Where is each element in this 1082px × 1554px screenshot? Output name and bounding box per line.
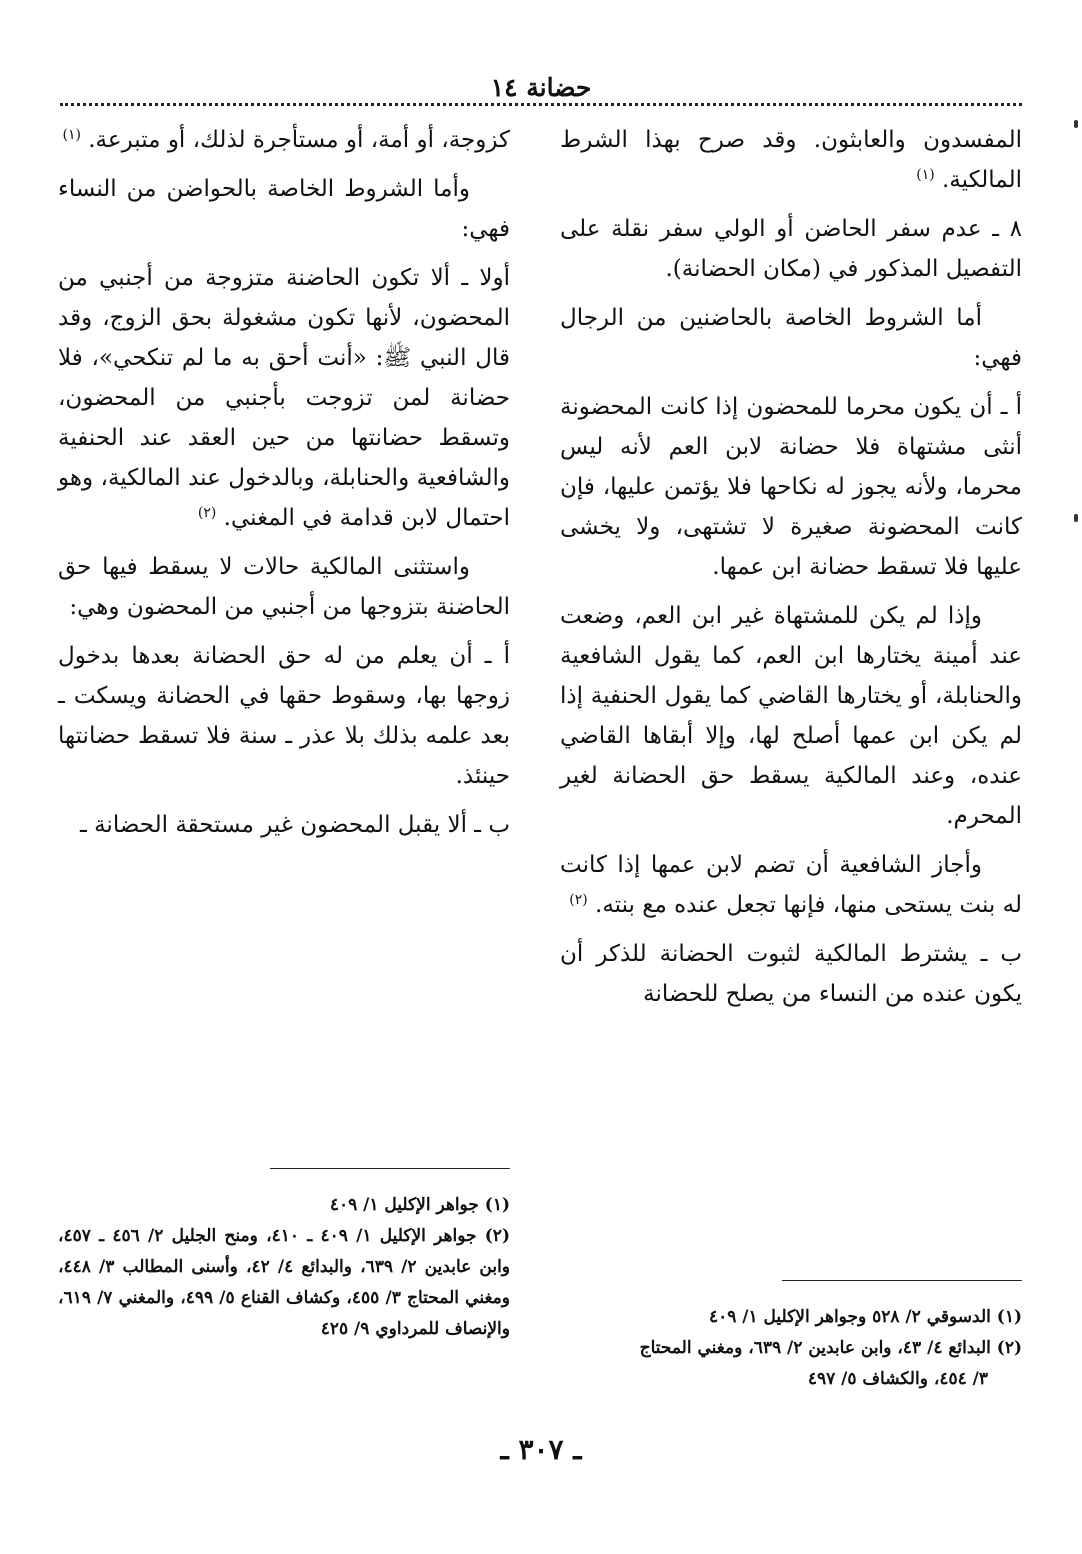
- page-header: حضانة ١٤: [490, 73, 592, 102]
- footnote-ref: (١): [62, 127, 81, 143]
- paragraph: أ ـ أن يعلم من له حق الحضانة بعدها بدخول زوجها بها، وسقوط حقها في الحضانة ويسكت ـ بعد علمه بذلك بلا عذر ـ سنة فلا تسقط حضانتها حينئذ.: [58, 643, 510, 789]
- footnotes-left: [58, 1190, 510, 1345]
- scan-mark: [1074, 514, 1078, 522]
- paragraph: ٨ ـ عدم سفر الحاضن أو الولي سفر نقلة على التفصيل المذكور في (مكان الحضانة).: [560, 216, 1022, 282]
- paragraph-text: وأجاز الشافعية أن تضم لابن عمها إذا كانت له بنت يستحى منها، فإنها تجعل عنده مع بنته.: [560, 852, 1022, 918]
- paragraph-text: المفسدون والعابثون. وقد صرح بهذا الشرط المالكية.: [560, 127, 1022, 193]
- page-number: ـ ٣٠٧ ـ: [500, 1433, 582, 1466]
- paragraph: ب ـ يشترط المالكية لثبوت الحضانة للذكر أن يكون عنده من النساء من يصلح للحضانة: [560, 941, 1022, 1007]
- paragraph: [58, 120, 510, 160]
- footnote-ref: (٢): [197, 505, 217, 521]
- paragraph-text: كزوجة، أو أمة، أو مستأجرة لذلك، أو متبرعة.: [88, 127, 510, 153]
- scan-mark: [1074, 120, 1078, 128]
- header-dotted-rule: [60, 103, 1022, 106]
- paragraph: أما الشروط الخاصة بالحاضنين من الرجال فهي:: [560, 305, 1022, 371]
- paragraph: ب ـ ألا يقبل المحضون غير مستحقة الحضانة ـ: [80, 812, 510, 838]
- footnote: (٢) البدائع ٤/ ٤٣، وابن عابدين ٢/ ٦٣٩، ومغني المحتاج: [639, 1338, 1022, 1358]
- paragraph: وأما الشروط الخاصة بالحواضن من النساء فهي:: [58, 176, 510, 242]
- paragraph: واستثنى المالكية حالات لا يسقط فيها حق الحاضنة بتزوجها من أجنبي من المحضون وهي:: [58, 554, 510, 620]
- paragraph: أ ـ أن يكون محرما للمحضون إذا كانت المحضونة أنثى مشتهاة فلا حضانة لابن العم لأنه ليس محرما، ولأنه يجوز له نكاحها فلا يؤتمن عليها، فإن كانت المحضونة صغيرة لا تشتهى، ولا يخشى عليها فلا تسقط حضانة ابن عمها.: [560, 394, 1022, 580]
- footnote: (١) جواهر الإكليل ١/ ٤٠٩: [329, 1195, 510, 1215]
- left-column: [58, 120, 510, 854]
- footnote: (٢) جواهر الإكليل ١/ ٤٠٩ ـ ٤١٠، ومنح الجليل ٢/ ٤٥٦ ـ ٤٥٧، وابن عابدين ٢/ ٦٣٩، والبدائع ٤/ ٤٢، وأسنى المطالب ٣/ ٤٤٨، ومغني المحتاج ٣/ ٤٥٥، وكشاف القناع ٥/ ٤٩٩، والمغني ٧/ ٦١٩، والإنصاف للمرداوي ٩/ ٤٢٥: [58, 1226, 510, 1339]
- footnotes-right: [560, 1302, 1022, 1395]
- paragraph: [58, 258, 510, 538]
- footnote-rule-left: [270, 1168, 510, 1169]
- right-column: [560, 120, 1022, 1023]
- footnote: (١) الدسوقي ٢/ ٥٢٨ وجواهر الإكليل ١/ ٤٠٩: [708, 1307, 1022, 1327]
- footnote-ref: (٢): [569, 892, 588, 908]
- footnote: ٣/ ٤٥٤، والكشاف ٥/ ٤٩٧: [807, 1369, 988, 1389]
- paragraph: [560, 120, 1022, 200]
- footnote-rule-right: [782, 1280, 1022, 1281]
- paragraph-text: أولا ـ ألا تكون الحاضنة متزوجة من أجنبي من المحضون، لأنها تكون مشغولة بحق الزوج، وقد قال النبي ﷺ: «أنت أحق به ما لم تنكحي»، فلا حضانة لمن تزوجت بأجنبي من المحضون، وتسقط حضانتها من حين العقد عند الحنفية والشافعية والحنابلة، وبالدخول عند المالكية، وهو احتمال لابن قدامة في المغني.: [58, 265, 510, 531]
- footnote-ref: (١): [916, 167, 935, 183]
- paragraph: [560, 845, 1022, 925]
- paragraph: وإذا لم يكن للمشتهاة غير ابن العم، وضعت عند أمينة يختارها ابن العم، كما يقول الشافعية والحنابلة، أو يختارها القاضي كما يقول الحنفية إذا لم يكن ابن عمها أصلح لها، وإلا أبقاها القاضي عنده، وعند المالكية يسقط حق الحضانة لغير المحرم.: [560, 603, 1022, 829]
